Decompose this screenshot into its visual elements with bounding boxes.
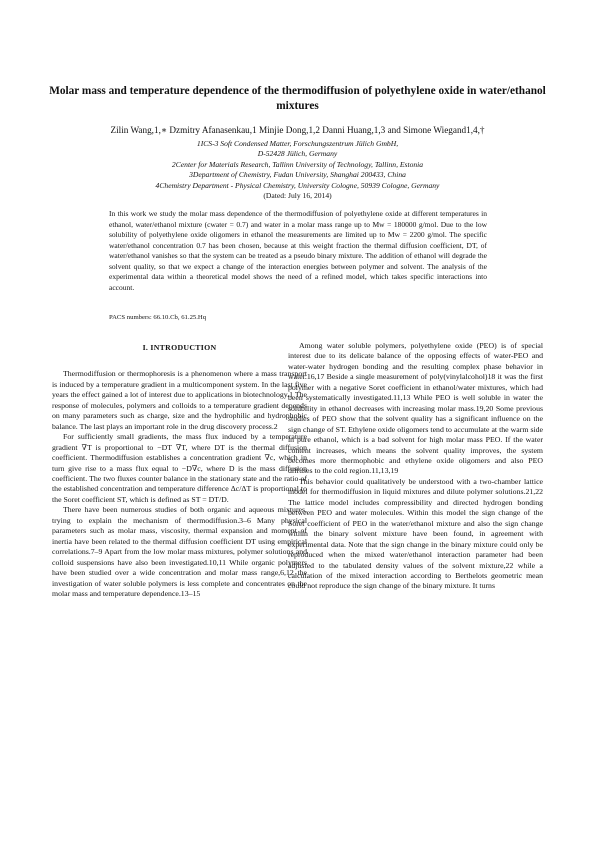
right-column xyxy=(288,341,543,592)
pacs-numbers: PACS numbers: 66.10.Cb, 61.25.Hq xyxy=(109,314,207,321)
left-column xyxy=(52,341,307,599)
paragraph: For sufficiently small gradients, the mass flux induced by a temperature gradient ∇T is proportional to −DT ∇T, where DT is the thermal diffusion coefficient. Thermodiffusion establishes a concentration gradient ∇c, which in turn give rise to a mass flux equal to −D∇c, where D is the mass diffusion coefficient. The two fluxes counter balance in the stationary state and the ratio of the established concentration and temperature difference Δc/ΔT is proportional to the Soret coefficient ST, which is defined as ST = DT/D. xyxy=(52,432,307,504)
affiliation-2: 2Center for Materials Research, Tallinn University of Technology, Tallinn, Estonia xyxy=(171,159,424,169)
affiliation-3: 3Department of Chemistry, Fudan University, Shanghai 200433, China xyxy=(189,170,406,180)
paragraph: Thermodiffusion or thermophoresis is a phenomenon where a mass transport is induced by a temperature gradient in a multicomponent system. In the last five years the effect gained a lot of interest due to applications in biotechnology.1 The response of molecules, polymers and colloids to a temperature gradient depends on many parameters such as charge, size and the hydrophilic and hydrophobic balance. The last plays an important role in the drug discovery process.2 xyxy=(52,369,307,431)
affiliation-1-address: D-52428 Jülich, Germany xyxy=(257,149,338,159)
affiliation-4: 4Chemistry Department - Physical Chemistry, University Cologne, 50939 Cologne, Germany xyxy=(155,180,440,190)
author-list: Zilin Wang,1,∗ Dzmitry Afanasenkau,1 Minjie Dong,1,2 Danni Huang,1,3 and Simone Wiegand1,4,† xyxy=(110,125,485,135)
affiliation-1: 1ICS-3 Soft Condensed Matter, Forschungszentrum Jülich GmbH, xyxy=(196,139,399,148)
paragraph: This behavior could qualitatively be understood with a two-chamber lattice model for thermodiffusion in liquid mixtures and dilute polymer solutions.21,22 The lattice model includes compressibility and directed hydrogen bonding between PEO and water molecules. Within this model the sign change of the Soret coefficient of PEO in the water/ethanol mixture and also the sign change within the binary solvent mixture have been found, in agreement with experimental data. Note that the sign change in the binary mixture could only be reproduced when the mixed water/ethanol interaction parameter had been adjusted to the tabulated density values of the solvent mixture,22 while a calculation of the mixed interaction according to Berthelots geometric mean could not reproduce the sign change of the binary mixture. It turns xyxy=(288,476,543,591)
paper-title: Molar mass and temperature dependence of the thermodiffusion of polyethylene oxide in water/ethanol mixtures xyxy=(49,85,546,112)
dated-line: (Dated: July 16, 2014) xyxy=(263,191,332,201)
abstract: In this work we study the molar mass dependence of the thermodiffusion of polyethylene oxide at different temperatures in ethanol, water/ethanol mixture (cwater = 0.7) and water in a molar mass range up to Mw = 180000 g/mol. Due to the low solubility of polyethylene oxide oligomers in ethanol the measurements are limited up to Mw = 2200 g/mol. The specific water/ethanol concentration 0.7 has been chosen, because at this weight fraction the thermal diffusion coefficient, DT, of water/ethanol vanishes so that the system can be treated as a pseudo binary mixture. The addition of ethanol will degrade the solvent quality, so that we expect a change of the interaction energies between polymer and solvent. The analysis of the experimental data within a theoretical model shows the need of a refined model, which takes specific interactions into account. xyxy=(109,209,487,292)
paragraph: There have been numerous studies of both organic and aqueous mixtures, trying to explain the mechanism of thermodiffusion.3–6 Many physical parameters such as molar mass, viscosity, thermal expansion and moment of inertia have been related to the thermal diffusion coefficient DT using empirical correlations.7–9 Apart from the low molar mass mixtures, polymer solutions and colloid suspensions have also been investigated.10,11 While organic polymers have been studied over a wide concentration and molar mass range,6,12 the investigation of water soluble polymers is less complete and concentrates on the molar mass and temperature dependence.13–15 xyxy=(52,505,307,598)
affiliations xyxy=(40,139,555,201)
paragraph: Among water soluble polymers, polyethylene oxide (PEO) is of special interest due to its delicate balance of the opposing effects of water-PEO and water-water hydrogen bonding and the resulting complex phase behavior in water.16,17 Beside a single measurement of poly(vinylalcohol)18 it was the first polymer with a negative Soret coefficient in ethanol/water mixtures, which had been systematically investigated.11,13 While PEO is well soluble in water the solubility in ethanol decreases with increasing molar mass.19,20 Some previous studies of PEO show that the solvent quality has a significant influence on the sign change of ST. Ethylene oxide oligomers tend to accumulate at the warm side in pure ethanol, which is a bad solvent for high molar mass PEO. If the water content increases, which means the solvent quality improves, the system becomes more thermophobic and ethylene oxide oligomers and also PEO diffuses to the cold region.11,13,19 xyxy=(288,341,543,476)
section-heading: I. INTRODUCTION xyxy=(142,343,217,352)
